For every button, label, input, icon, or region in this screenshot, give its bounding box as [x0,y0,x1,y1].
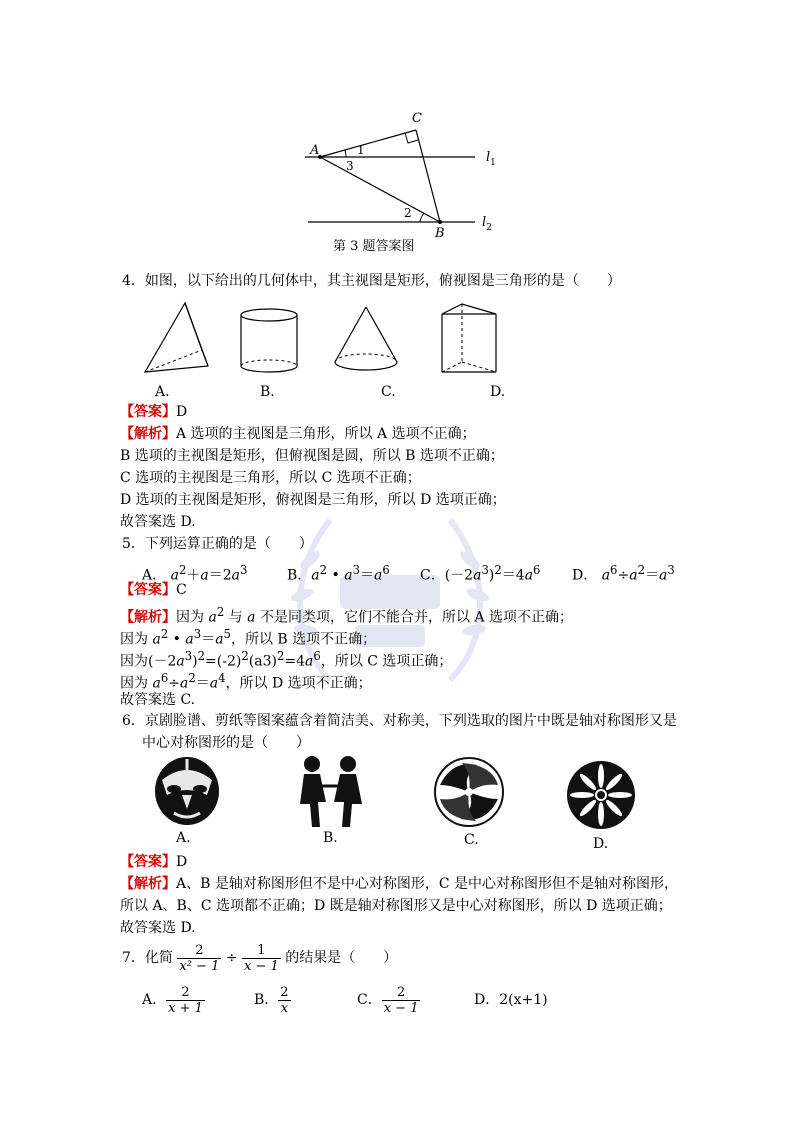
q6-answer: 【答案】D [120,854,188,870]
q6-option-c: C. [464,832,479,848]
pyramid-figure [140,300,220,378]
q6-analysis-line-2: 所以 A、B、C 选项都不正确；D 既是轴对称图形又是中心对称图形，所以 D 选项正确； [120,898,672,914]
label-l2: $l_2$ [482,215,492,233]
q7-option-a: A． $\frac{2}{x + 1}$ [142,984,203,1016]
q5-analysis-line-5: 故答案选 C. [120,692,196,708]
q6-stem-line-2: 中心对称图形的是（ ） [142,735,310,751]
cone-figure [330,304,402,376]
q5-analysis-line-2: 因为 $a^2$ • $a^3=a^5$，所以 B 选项不正确； [120,627,377,648]
label-A: A [310,143,320,158]
q3-answer-figure [290,105,520,240]
label-l1: $l_1$ [486,150,496,168]
cylinder-figure [236,306,302,376]
q4-answer: 【答案】D [120,404,188,420]
q4-analysis-line-4: D 选项的主视图是矩形，俯视图是三角形，所以 D 选项正确； [120,492,506,508]
paper-cut-figures-image [292,752,368,830]
q6-analysis-line-1: 【解析】A、B 是轴对称图形但不是中心对称图形，C 是中心对称图形但不是轴对称图形， [120,876,679,892]
q5-analysis-line-4: 因为 $a^6\div a^2=a^4$，所以 D 选项不正确； [120,671,372,692]
q5-stem: 5．下列运算正确的是（ ） [122,536,313,552]
q6-stem-line-1: 6．京剧脸谱、剪纸等图案蕴含着简洁美、对称美，下列选取的图片中既是轴对称图形又是 [122,713,677,729]
q5-option-a: A． $a^2+a=2a^3$ [142,563,248,584]
q7-option-c: C． $\frac{2}{x - 1}$ [357,984,419,1016]
q4-option-c: C. [381,384,396,400]
figure-caption: 第 3 题答案图 [333,239,415,254]
q6-option-d: D. [593,836,609,852]
q5-analysis-line-3: 因为$(-2a^3)^2=(-2)^2(a3)^2=4a^6$，所以 C 选项正确； [120,649,453,670]
q4-analysis-line-5: 故答案选 D. [120,514,196,530]
angle-1-label: 1 [357,143,365,157]
label-B: B [435,226,445,240]
q4-option-a: A. [155,384,170,400]
q4-option-d: D. [490,384,506,400]
q4-analysis-line-3: C 选项的主视图是三角形，所以 C 选项不正确； [120,470,421,486]
q6-option-a: A. [176,830,191,846]
prism-figure [438,302,502,376]
q7-stem: 7．化简 $\frac{2}{\text{x² − 1}}$ ÷ $\frac{1}{x - 1}$ 的结果是（ ） [122,942,398,974]
angle-3-label: 3 [346,159,354,173]
q4-analysis-line-2: B 选项的主视图是矩形，但俯视图是圆，所以 B 选项不正确； [120,448,504,464]
q7-fraction-1: $\frac{2}{\text{x² − 1}}$ [179,942,220,974]
swirl-fish-image [432,755,506,829]
label-C: C [412,111,422,126]
radial-mandala-image [564,758,638,832]
q7-fraction-2: $\frac{1}{x - 1}$ [244,942,279,974]
q5-analysis-line-1: 【解析】因为 $a^2$ 与 a 不是同类项，它们不能合并，所以 A 选项不正确； [120,605,573,626]
q4-analysis-line-1: 【解析】A 选项的主视图是三角形，所以 A 选项不正确； [120,426,476,442]
q4-option-b: B. [260,384,275,400]
q5-answer: 【答案】C [120,582,187,598]
opera-mask-image [152,755,222,830]
q5-option-b: B．$a^2$ • $a^3=a^6$ [287,563,390,584]
q7-option-d: D．2(x+1) [474,992,548,1008]
q6-option-b: B. [323,830,338,846]
q5-option-d: D． $a^6\div a^2=a^3$ [572,563,675,584]
q7-option-b: B． $\frac{2}{x}$ [254,984,289,1016]
q6-analysis-line-3: 故答案选 D. [120,920,196,936]
angle-2-label: 2 [404,206,412,220]
q4-stem: 4．如图，以下给出的几何体中，其主视图是矩形，俯视图是三角形的是（ ） [122,273,621,289]
q5-option-c: C．$(-2a^3)^2=4a^6$ [420,563,541,584]
